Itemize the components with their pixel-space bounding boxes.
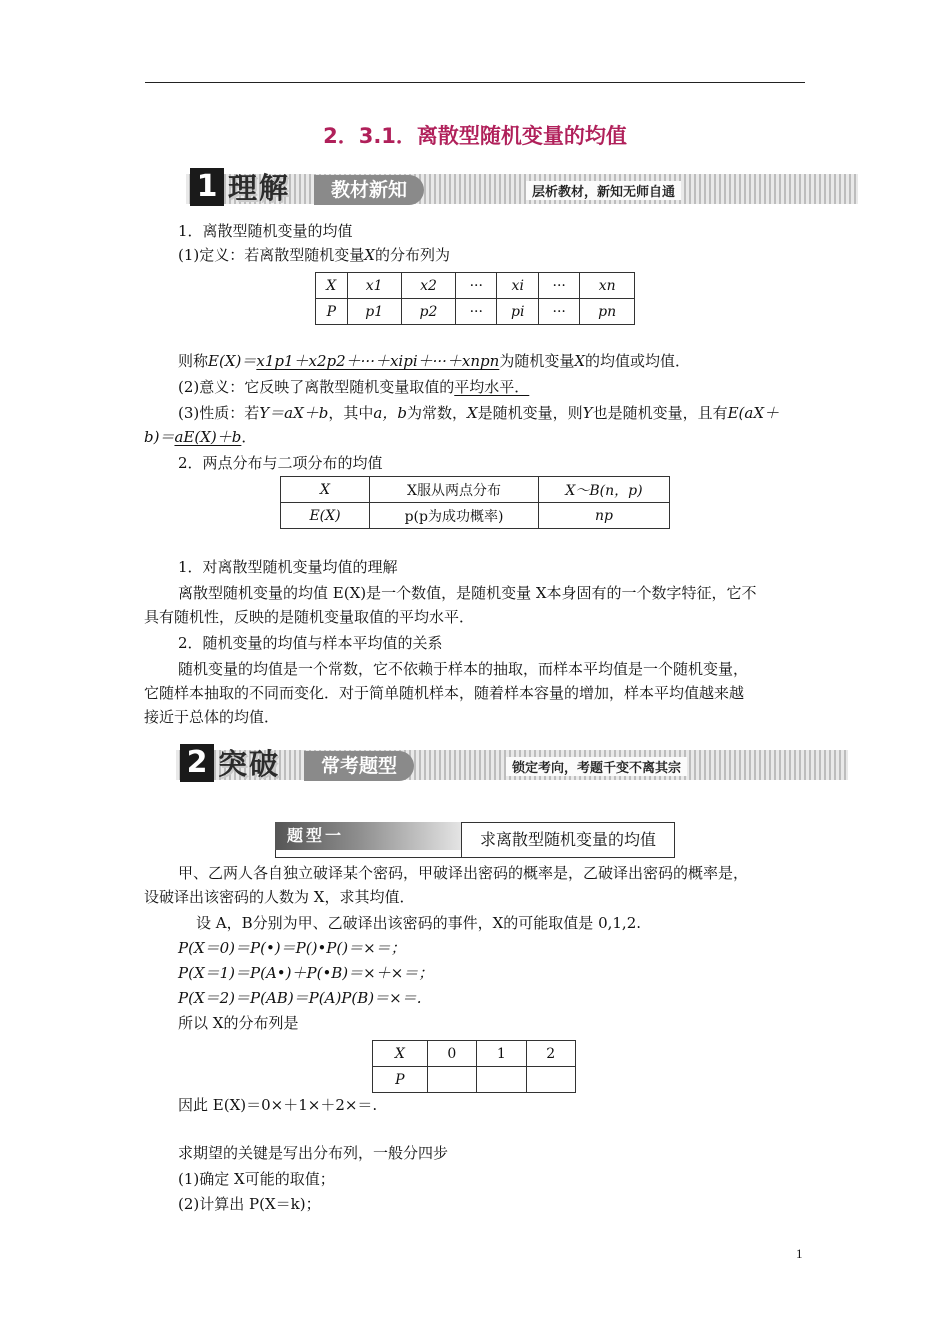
method-note: 求期望的关键是写出分布列，一般分四步 — [178, 1144, 449, 1162]
text: 也是随机变量，且有 — [592, 404, 728, 422]
solution-table — [372, 1040, 576, 1093]
formula: E(aX＋ — [727, 404, 780, 422]
text: 为常数， — [406, 404, 467, 422]
text: 则称 — [178, 352, 209, 370]
solution-line: P(X＝1)＝P(A•)＋P(•B)＝×＋×＝； — [178, 964, 434, 982]
property-answer: aE(X)＋b — [174, 428, 242, 446]
table-row — [316, 299, 635, 325]
var: X — [574, 352, 586, 370]
property-line-2 — [144, 426, 256, 448]
table-cell: X～B(n，p) — [539, 477, 670, 503]
note-text: 接近于总体的均值． — [144, 708, 280, 726]
table-row — [316, 273, 635, 299]
question-type-title: 求离散型随机变量的均值 — [461, 822, 675, 858]
heading-two-point: 2．两点分布与二项分布的均值 — [178, 454, 383, 472]
table-cell: xn — [580, 273, 635, 299]
text: 为随机变量 — [499, 352, 575, 370]
table-row — [281, 503, 670, 529]
solution-line: 所以 X的分布列是 — [178, 1014, 299, 1032]
expectation-formula: x1p1＋x2p2＋···＋xipi＋···＋xnpn — [256, 352, 500, 370]
text: ． — [241, 428, 257, 446]
note-text: 离散型随机变量的均值 E(X)是一个数值，是随机变量 X本身固有的一个数字特征，它不 — [178, 584, 757, 602]
banner-heading: 理解 — [228, 171, 291, 205]
table-cell: ··· — [456, 299, 497, 325]
example-question: 设破译出该密码的人数为 X，求其均值． — [144, 888, 415, 906]
question-type-label: 题型一 — [275, 822, 461, 850]
meaning-answer: 平均水平． — [454, 378, 530, 396]
section-banner-breakthrough — [176, 742, 848, 784]
question-type-box — [275, 822, 675, 860]
definition-formula-line — [178, 350, 690, 372]
table-cell: pi — [497, 299, 539, 325]
binomial-table — [280, 476, 670, 529]
table-row — [373, 1041, 576, 1067]
label-bracket — [275, 850, 461, 858]
method-step: (1)确定 X可能的取值； — [178, 1170, 335, 1188]
distribution-table — [315, 272, 635, 325]
solution-line: P(X＝2)＝P(AB)＝P(A)P(B)＝×＝. — [178, 989, 422, 1007]
property-line-1 — [178, 402, 779, 424]
header-rule — [145, 82, 805, 83]
table-cell: X服从两点分布 — [370, 477, 539, 503]
note-text: 具有随机性，反映的是随机变量取值的平均水平． — [144, 608, 475, 626]
expectation-symbol: E(X)＝ — [208, 352, 257, 370]
page-number: 1 — [796, 1246, 803, 1261]
table-cell: ··· — [539, 299, 580, 325]
note-text: 随机变量的均值是一个常数，它不依赖于样本的抽取，而样本平均值是一个随机变量， — [178, 660, 749, 678]
table-cell: pn — [580, 299, 635, 325]
note-heading-2: 2．随机变量的均值与样本平均值的关系 — [178, 634, 443, 652]
banner-slogan: 层析教材，新知无师自通 — [526, 181, 681, 200]
text: 的均值或均值． — [585, 352, 691, 370]
heading-mean: 1．离散型随机变量的均值 — [178, 222, 353, 240]
definition-var: X — [364, 246, 375, 264]
table-cell — [477, 1067, 526, 1093]
table-cell — [427, 1067, 476, 1093]
text: ，其中 — [328, 404, 374, 422]
table-cell: X — [316, 273, 348, 299]
table-cell: E(X) — [281, 503, 370, 529]
table-cell — [526, 1067, 575, 1093]
formula: X — [466, 404, 478, 422]
table-cell: 2 — [526, 1041, 575, 1067]
meaning-line — [178, 376, 529, 398]
table-cell: xi — [497, 273, 539, 299]
section-banner-understand — [186, 166, 858, 208]
table-cell: x1 — [347, 273, 401, 299]
note-heading-1: 1．对离散型随机变量均值的理解 — [178, 558, 398, 576]
banner-number: 1 — [190, 168, 224, 206]
page-title: 2．3.1．离散型随机变量的均值 — [323, 124, 627, 148]
table-cell: P — [373, 1067, 428, 1093]
definition-tail: 的分布列为 — [374, 246, 450, 264]
formula: Y — [582, 404, 593, 422]
formula: a，b — [373, 404, 407, 422]
solution-line: 设 A，B分别为甲、乙破译出该密码的事件，X的可能取值是 0,1,2. — [196, 914, 642, 932]
text: (3)性质：若 — [178, 404, 260, 422]
table-cell: ··· — [539, 273, 580, 299]
table-cell: x2 — [401, 273, 455, 299]
table-cell: 1 — [477, 1041, 526, 1067]
table-cell: np — [539, 503, 670, 529]
banner-slogan: 锁定考向，考题千变不离其宗 — [506, 757, 687, 776]
definition-line — [178, 244, 450, 266]
banner-tag: 教材新知 — [314, 175, 424, 205]
table-cell: ··· — [456, 273, 497, 299]
table-cell: 0 — [427, 1041, 476, 1067]
table-cell: X — [373, 1041, 428, 1067]
solution-line: P(X＝0)＝P(•)＝P()•P()＝×＝； — [178, 939, 406, 957]
banner-heading: 突破 — [218, 747, 281, 781]
method-step: (2)计算出 P(X＝k)； — [178, 1195, 321, 1213]
definition-text: (1)定义：若离散型随机变量 — [178, 246, 365, 264]
banner-tag: 常考题型 — [304, 751, 414, 781]
example-question: 甲、乙两人各自独立破译某个密码，甲破译出密码的概率是，乙破译出密码的概率是， — [178, 864, 749, 882]
formula: Y＝aX＋b — [259, 404, 329, 422]
text: (2)意义：它反映了离散型随机变量取值的 — [178, 378, 455, 396]
table-cell: X — [281, 477, 370, 503]
table-cell: p2 — [401, 299, 455, 325]
note-text: 它随样本抽取的不同而变化．对于简单随机样本，随着样本容量的增加，样本平均值越来越 — [144, 684, 745, 702]
table-row — [281, 477, 670, 503]
formula: b)＝ — [144, 428, 175, 446]
text: 是随机变量，则 — [477, 404, 583, 422]
table-cell: p1 — [347, 299, 401, 325]
banner-number: 2 — [180, 744, 214, 782]
solution-line: 因此 E(X)＝0×＋1×＋2×＝. — [178, 1096, 378, 1114]
table-row — [373, 1067, 576, 1093]
table-cell: p(p为成功概率) — [370, 503, 539, 529]
table-cell: P — [316, 299, 348, 325]
